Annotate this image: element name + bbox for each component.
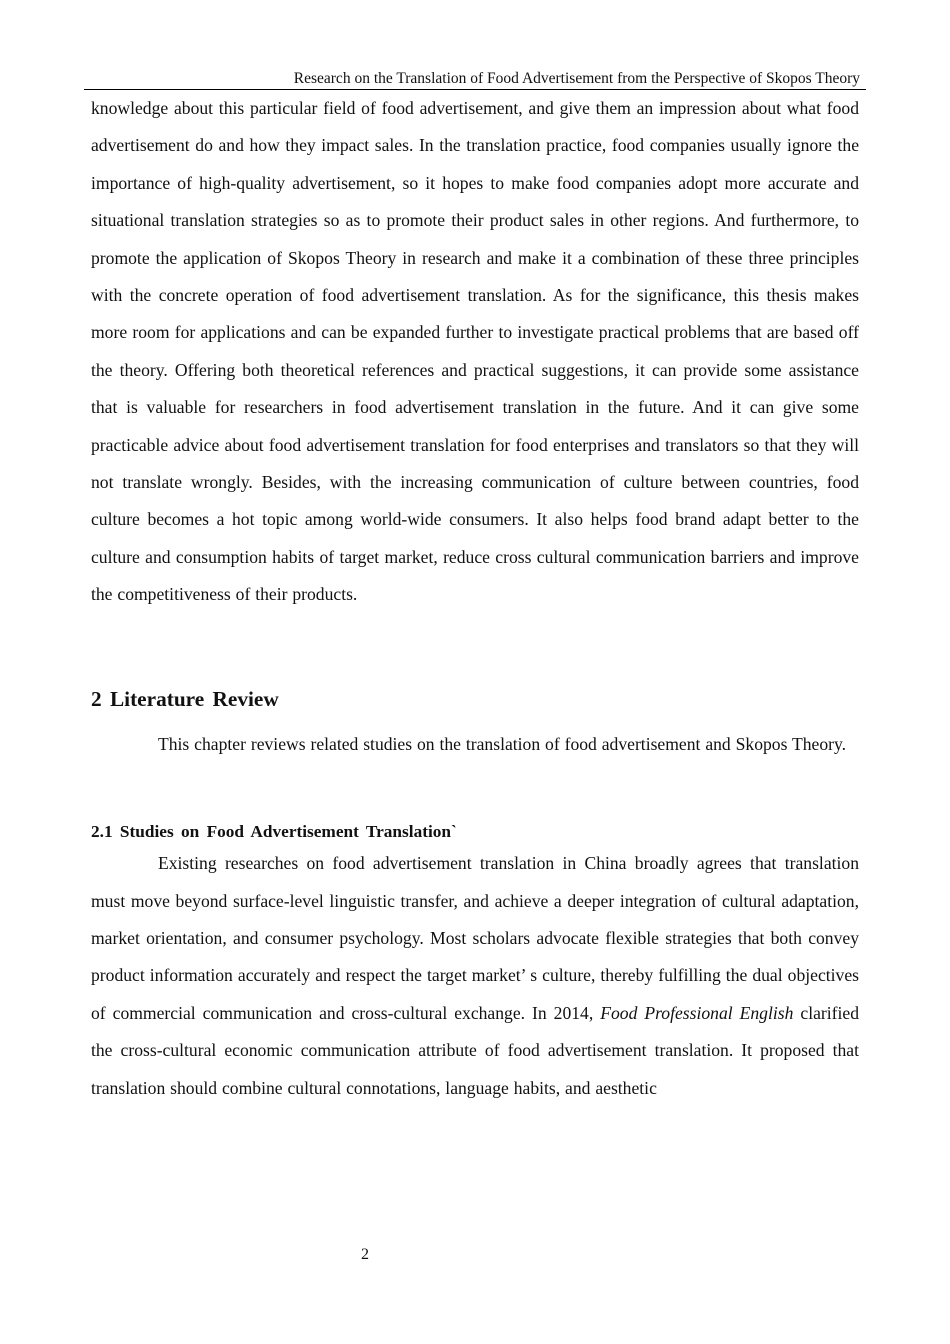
studies-paragraph: [91, 845, 859, 1107]
studies-paragraph-text-2: clarified the cross-cultural economic communication attribute of food advertisement translation. It proposed that translation should combine cultural connotations, language habits, and aesthetic: [91, 1002, 859, 1098]
intro-paragraph: knowledge about this particular field of food advertisement, and give them an impression about what food advertisement do and how they impact sales. In the translation practice, food companies usually ignore the importance of high-quality advertisement, so it hopes to make food companies adopt more accurate and situational translation strategies so as to promote their product sales in other regions. And furthermore, to promote the application of Skopos Theory in research and make it a combination of these three principles with the concrete operation of food advertisement translation. As for the significance, this thesis makes more room for applications and can be expanded further to investigate practical problems that are based off the theory. Offering both theoretical references and practical suggestions, it can provide some assistance that is valuable for researchers in food advertisement translation in the future. And it can give some practicable advice about food advertisement translation for food enterprises and translators so that they will not translate wrongly. Besides, with the increasing communication of culture between countries, food culture becomes a hot topic among world-wide consumers. It also helps food brand adapt better to the culture and consumption habits of target market, reduce cross cultural communication barriers and improve the competitiveness of their products.: [91, 98, 859, 605]
book-title: Food Professional English: [600, 1002, 794, 1023]
subsection-heading-food-ad-translation: 2.1 Studies on Food Advertisement Translation`: [91, 822, 457, 842]
section-intro-paragraph: This chapter reviews related studies on the translation of food advertisement and Skopos Theory.: [158, 733, 847, 754]
page-body: [91, 90, 859, 1107]
section-heading-literature-review: 2 Literature Review: [91, 686, 279, 711]
page-number: 2: [361, 1246, 369, 1263]
running-header: [84, 68, 866, 90]
running-header-title: Research on the Translation of Food Advertisement from the Perspective of Skopos Theory: [293, 70, 860, 87]
studies-paragraph-text-1: Existing researches on food advertisement translation in China broadly agrees that translation must move beyond surface-level linguistic transfer, and achieve a deeper integration of cultural adaptation, market orientation, and consumer psychology. Most scholars advocate flexible strategies that both convey product information accurately and respect the target market’ s culture, thereby fulfilling the dual objectives of commercial communication and cross-cultural exchange. In 2014,: [91, 853, 859, 1023]
